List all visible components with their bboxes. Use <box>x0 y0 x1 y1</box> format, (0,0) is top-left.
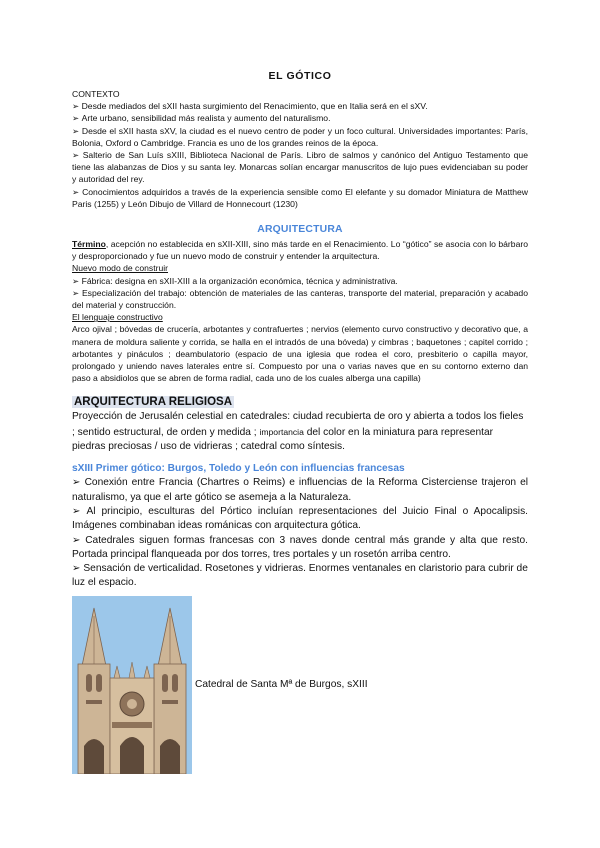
religiosa-text-b: del color en la miniatura para representar piedras preciosas / uso de vidrieras ; catedral como síntesis. <box>72 426 494 453</box>
contexto-bullet-5: ➢ Conocimientos adquiridos a través de la experiencia sensible como El elefante y su domador Miniatura de Matthew Paris (1255) y León Dibujo de Villard de Honnecourt (1230) <box>72 186 528 210</box>
religiosa-text-small: importancia <box>259 426 304 437</box>
nuevo-modo-bullet-1: ➢ Fábrica: designa en sXII-XIII a la organización económica, técnica y administrativa. <box>72 275 528 287</box>
arquitectura-heading: ARQUITECTURA <box>257 224 343 236</box>
nuevo-modo-bullet-2: ➢ Especialización del trabajo: obtención de materiales de las canteras, transporte del material, preparación y acabado del material y construcción. <box>72 287 528 311</box>
lenguaje-label: El lenguaje constructivo <box>72 312 163 323</box>
contexto-bullet-2: ➢ Arte urbano, sensibilidad más realista y aumento del naturalismo. <box>72 112 528 124</box>
primer-gotico-bullet-3: ➢ Catedrales siguen formas francesas con 3 naves donde central más grande y alta que resto. Portada principal flanqueada por dos torres, tres portales y un rosetón arriba centro. <box>72 534 528 563</box>
primer-gotico-bullet-2: ➢ Al principio, esculturas del Pórtico incluían representaciones del Juicio Final o Apocalipsis. Imágenes combinaban ideas románicas con arquitectura gótica. <box>72 505 528 534</box>
left-portal <box>84 739 104 774</box>
contexto-label: CONTEXTO <box>72 89 120 99</box>
burgos-cathedral-image <box>72 596 192 774</box>
right-portal <box>160 739 180 774</box>
primer-gotico-heading: sXIII Primer gótico: Burgos, Toledo y León con influencias francesas <box>72 463 405 475</box>
termino-paragraph <box>72 238 528 262</box>
contexto-bullet-4: ➢ Salterio de San Luís sXIII, Biblioteca Nacional de París. Libro de salmos y canónico del Antiguo Testamento que tiene las alabanzas de Dios y su santa ley. Monarcas solían encargar manuscritos de lujo pues evidenciaban su poder y autoridad del rey. <box>72 149 528 186</box>
religiosa-text-a: Proyección de Jerusalén celestial en catedrales: ciudad recubierta de oro y abierta a todos los fieles ; sentido estructural, de orden y medida ; <box>72 411 524 438</box>
termino-label: Término <box>72 239 106 250</box>
figure-caption: Catedral de Santa Mª de Burgos, sXIII <box>195 679 368 691</box>
document-title: EL GÓTICO <box>268 70 332 82</box>
document-page <box>72 70 528 774</box>
cathedral-figure <box>72 596 528 774</box>
primer-gotico-bullet-1: ➢ Conexión entre Francia (Chartres o Reims) e influencias de la Reforma Cisterciense trajeron el naturalismo, ya que el arte gótico se asemeja a la Naturaleza. <box>72 476 528 505</box>
lenguaje-text: Arco ojival ; bóvedas de crucería, arbotantes y contrafuertes ; nervios (elemento curvo constructivo y decorativo que, a manera de moldura saliente y corrida, se halla en el intradós de una bóveda) y cimbras ; baquetones ; capitel corrido ; arbotantes y pináculos ; deambulatorio (espacio de una iglesia que rodea el coro, presbiterio o capilla mayor, prolongado y uniendo naves laterales entre sí. Compuesto por una o varias naves que en su contorno externo dan paso a absidiolos que se abren de forma radial, cada uno de los cuales alberga una capilla) <box>72 324 528 384</box>
central-portal <box>120 737 144 774</box>
nuevo-modo-label: Nuevo modo de construir <box>72 263 169 274</box>
primer-gotico-bullet-4: ➢ Sensación de verticalidad. Rosetones y vidrieras. Enormes ventanales en claristorio para cubrir de luz el espacio. <box>72 562 528 591</box>
religiosa-heading: ARQUITECTURA RELIGIOSA <box>74 396 233 409</box>
termino-text: , acepción no establecida en sXII-XIII, sino más tarde en el Renacimiento. Lo “gótico” se asocia con lo bárbaro y desproporcionado y fue un nuevo modo de construir y entender la arquitectura. <box>72 239 528 262</box>
religiosa-paragraph <box>72 410 528 454</box>
contexto-bullet-3: ➢ Desde el sXII hasta sXV, la ciudad es el nuevo centro de poder y un foco cultural. Universidades importantes: París, Bolonia, Oxford o Cambridge. Francia es uno de los grandes reinos de la época. <box>72 125 528 149</box>
contexto-bullet-1: ➢ Desde mediados del sXII hasta surgimiento del Renacimiento, que en Italia será en el sXV. <box>72 100 528 112</box>
